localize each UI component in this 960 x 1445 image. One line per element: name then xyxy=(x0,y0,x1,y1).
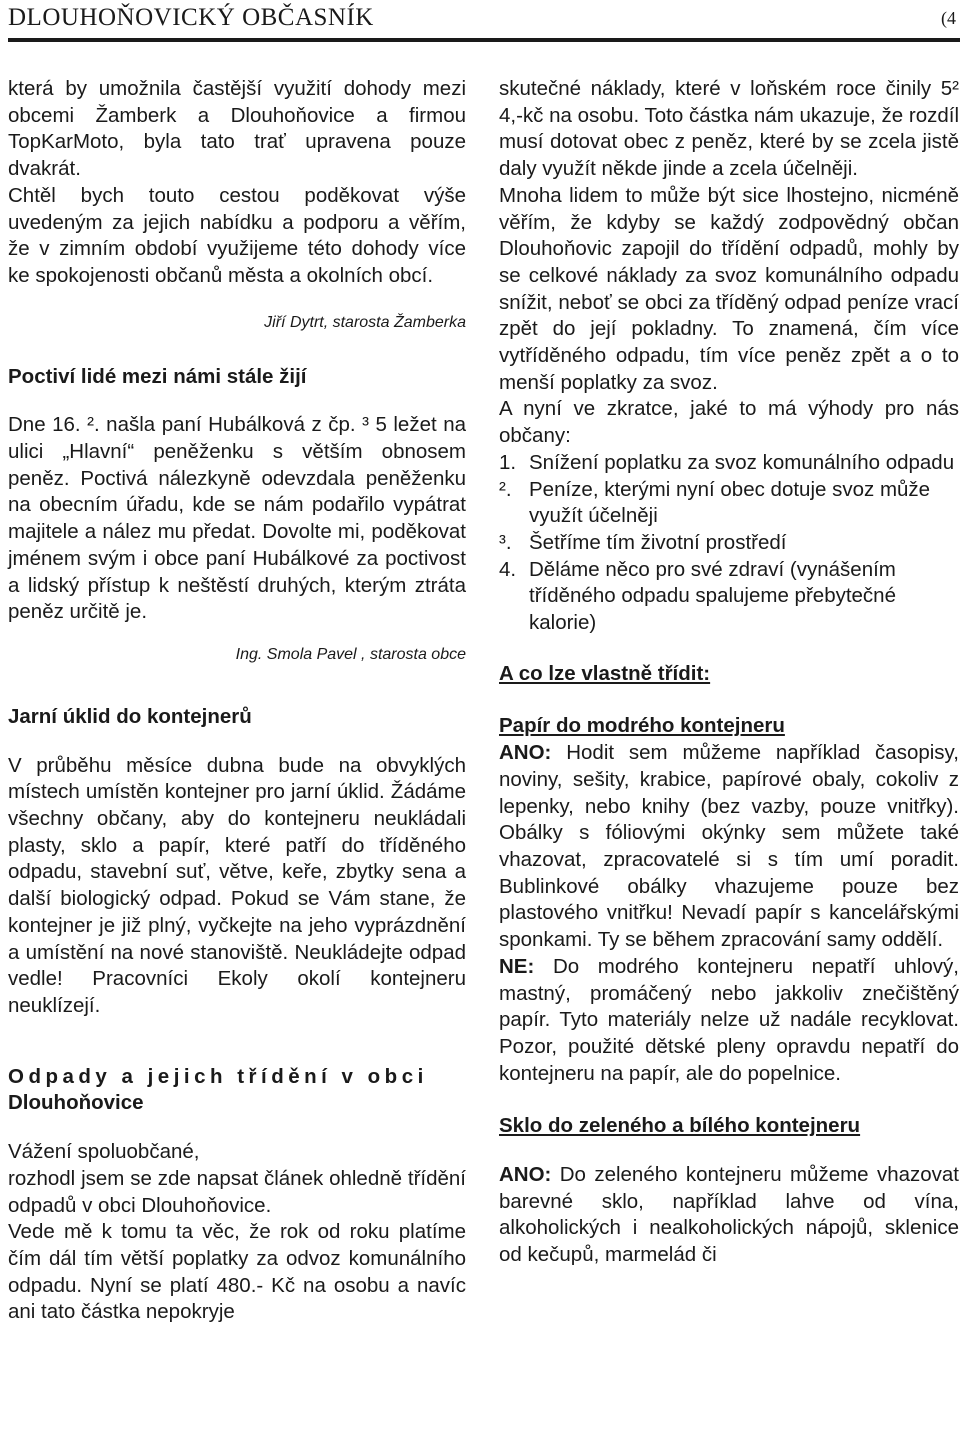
paper-heading: Papír do modrého kontejneru xyxy=(499,714,785,738)
paper-yes-text xyxy=(499,740,959,954)
honest-people-heading: Poctiví lidé mezi námi stále žijí xyxy=(8,364,307,388)
paper-yes-body: Hodit sem můžeme například časopisy, noviny, sešity, krabice, papírové obaly, cokoliv z lepenky, nebo knihy (bez vazby, pouze vnitřky). Obálky s fóliovými okýnky sem můžete také vhazovat, zpracovatelé si s tím umí poradit. Bublinkové obálky vhazujeme pouze bez plastového vnitřku! Nevadí papír s kancelářskými sponkami. Ty se během zpracování samy oddělí. xyxy=(499,741,959,952)
page-number: (4 xyxy=(941,8,956,28)
waste-text: Vede mě k tomu ta věc, že rok od roku platíme čím dál tím větší poplatky za odvoz komunálního odpadu. Nyní se platí 480.- Kč na osobu a navíc ani tato částka nepokryje xyxy=(8,1220,466,1324)
honest-people-text: Dne 16. ². našla paní Hubálková z čp. ³ 5 ležet na ulici „Hlavní“ peněženku s větším obnosem peněz. Poctivá nálezkyně odevzdala peněženku na obecním úřadu, kde se nám podařilo vypátrat majitele a nález mu předat. Dovolte mi, poděkovat jménem svým i obce paní Hubálkové za poctivost a lidský přístup k neštěstí druhých, kterým ztráta peněz určitě je. xyxy=(8,413,466,624)
masthead-title: DLOUHOŇOVICKÝ OBČASNÍK xyxy=(8,4,374,31)
benefits-list xyxy=(499,450,959,637)
list-item-text: Peníze, kterými nyní obec dotuje svoz může využít účelněji xyxy=(529,477,931,528)
list-item-text: Šetříme tím životní prostředí xyxy=(529,530,787,554)
waste-intro: rozhodl jsem se zde napsat článek ohledně třídění odpadů v obci Dlouhoňovice. xyxy=(8,1166,466,1217)
list-item-text: Snížení poplatku za svoz komunálního odpadu xyxy=(529,450,955,474)
list-item-number: ³. xyxy=(499,530,512,554)
what-to-sort-heading: A co lze vlastně třídit: xyxy=(499,661,711,685)
intro-signature: Jiří Dytrt, starosta Žamberka xyxy=(264,313,466,331)
header-rule xyxy=(8,38,960,42)
left-column xyxy=(8,76,466,1326)
spring-cleanup-heading: Jarní úklid do kontejnerů xyxy=(8,704,252,728)
paper-no-text xyxy=(499,954,959,1088)
glass-yes-body: Do zeleného kontejneru můžeme vhazovat barevné sklo, například lahve od vína, alkoholických i nealkoholických nápojů, sklenice od kečupů, marmelád či xyxy=(499,1163,959,1267)
list-item xyxy=(499,450,959,477)
list-item-text: Děláme něco pro své zdraví (vynášením tříděného odpadu spalujeme přebytečné kalorie) xyxy=(529,557,896,635)
list-item-number: ². xyxy=(499,477,512,501)
yes-label: ANO: xyxy=(499,741,552,765)
benefits-intro: A nyní ve zkratce, jaké to má výhody pro nás občany: xyxy=(499,397,959,448)
paper-no-body: Do modrého kontejneru nepatří uhlový, mastný, promáčený nebo jakkoliv znečištěný papír. Tyto materiály nelze už nadále recyklovat. Pozor, použité dětské pleny opravdu nepatří do kontejneru na papír, ale do popelnice. xyxy=(499,954,960,1085)
intro-thanks: Chtěl bych touto cestou poděkovat výše uvedeným za jejich nabídku a podporu a věřím, že v zimním období využijeme této dohody více ke spokojenosti občanů města a okolních obcí. xyxy=(8,183,466,287)
right-column xyxy=(499,76,959,1269)
honest-people-signature: Ing. Smola Pavel , starosta obce xyxy=(235,645,466,663)
glass-yes-text xyxy=(499,1162,959,1269)
list-item-number: 4. xyxy=(499,557,517,581)
waste-sorting-heading-village: Dlouhoňovice xyxy=(8,1091,144,1115)
list-item xyxy=(499,530,959,557)
spring-cleanup-text: V průběhu měsíce dubna bude na obvyklých místech umístěn kontejner pro jarní úklid. Žádáme všechny občany, aby do kontejneru neukládali plasty, sklo a papír, které patří do tříděného odpadu, stavební suť, větve, keře, zbytky sena a další biologický odpad. Pokud se Vám stane, že kontejner je již plný, vyčkejte na jeho vyprázdnění a umístění na nové stanoviště. Neukládejte odpad vedle! Pracovníci Ekoly okolí kontejneru neuklízejí. xyxy=(8,753,466,1017)
page-header xyxy=(0,0,960,40)
waste-sorting-heading: Odpady a jejich třídění v obci xyxy=(8,1064,428,1088)
greeting: Vážení spoluobčané, xyxy=(8,1140,200,1164)
no-label: NE: xyxy=(499,954,535,978)
list-item-number: 1. xyxy=(499,450,517,474)
appeal-text: Mnoha lidem to může být sice lhostejno, nicméně věřím, že kdyby se každý zodpovědný občan Dlouhoňovic zapojil do třídění odpadů, mohly by se celkové náklady za svoz komunálního odpadu snížit, neboť se obci za tříděný odpad peníze vrací zpět do její pokladny. To znamená, čím více vytříděného odpadu, tím více peněz zpět a o to menší poplatky za svoz. xyxy=(499,183,959,394)
glass-heading: Sklo do zeleného a bílého kontejneru xyxy=(499,1114,861,1138)
list-item xyxy=(499,477,959,530)
list-item xyxy=(499,557,959,637)
yes-label: ANO: xyxy=(499,1163,552,1187)
costs-text: skutečné náklady, které v loňském roce činily 5² 4,-kč na osobu. Toto částka nám ukazuje, že rozdíl musí dotovat obec z peněz, které by se zcela jistě daly využít někde jinde a zcela účelněji. xyxy=(499,77,959,181)
intro-continuation: která by umožnila častější využití dohody mezi obcemi Žamberk a Dlouhoňovice a firmou TopKarMoto, byla tato trať upravena pouze dvakrát. xyxy=(8,77,466,181)
